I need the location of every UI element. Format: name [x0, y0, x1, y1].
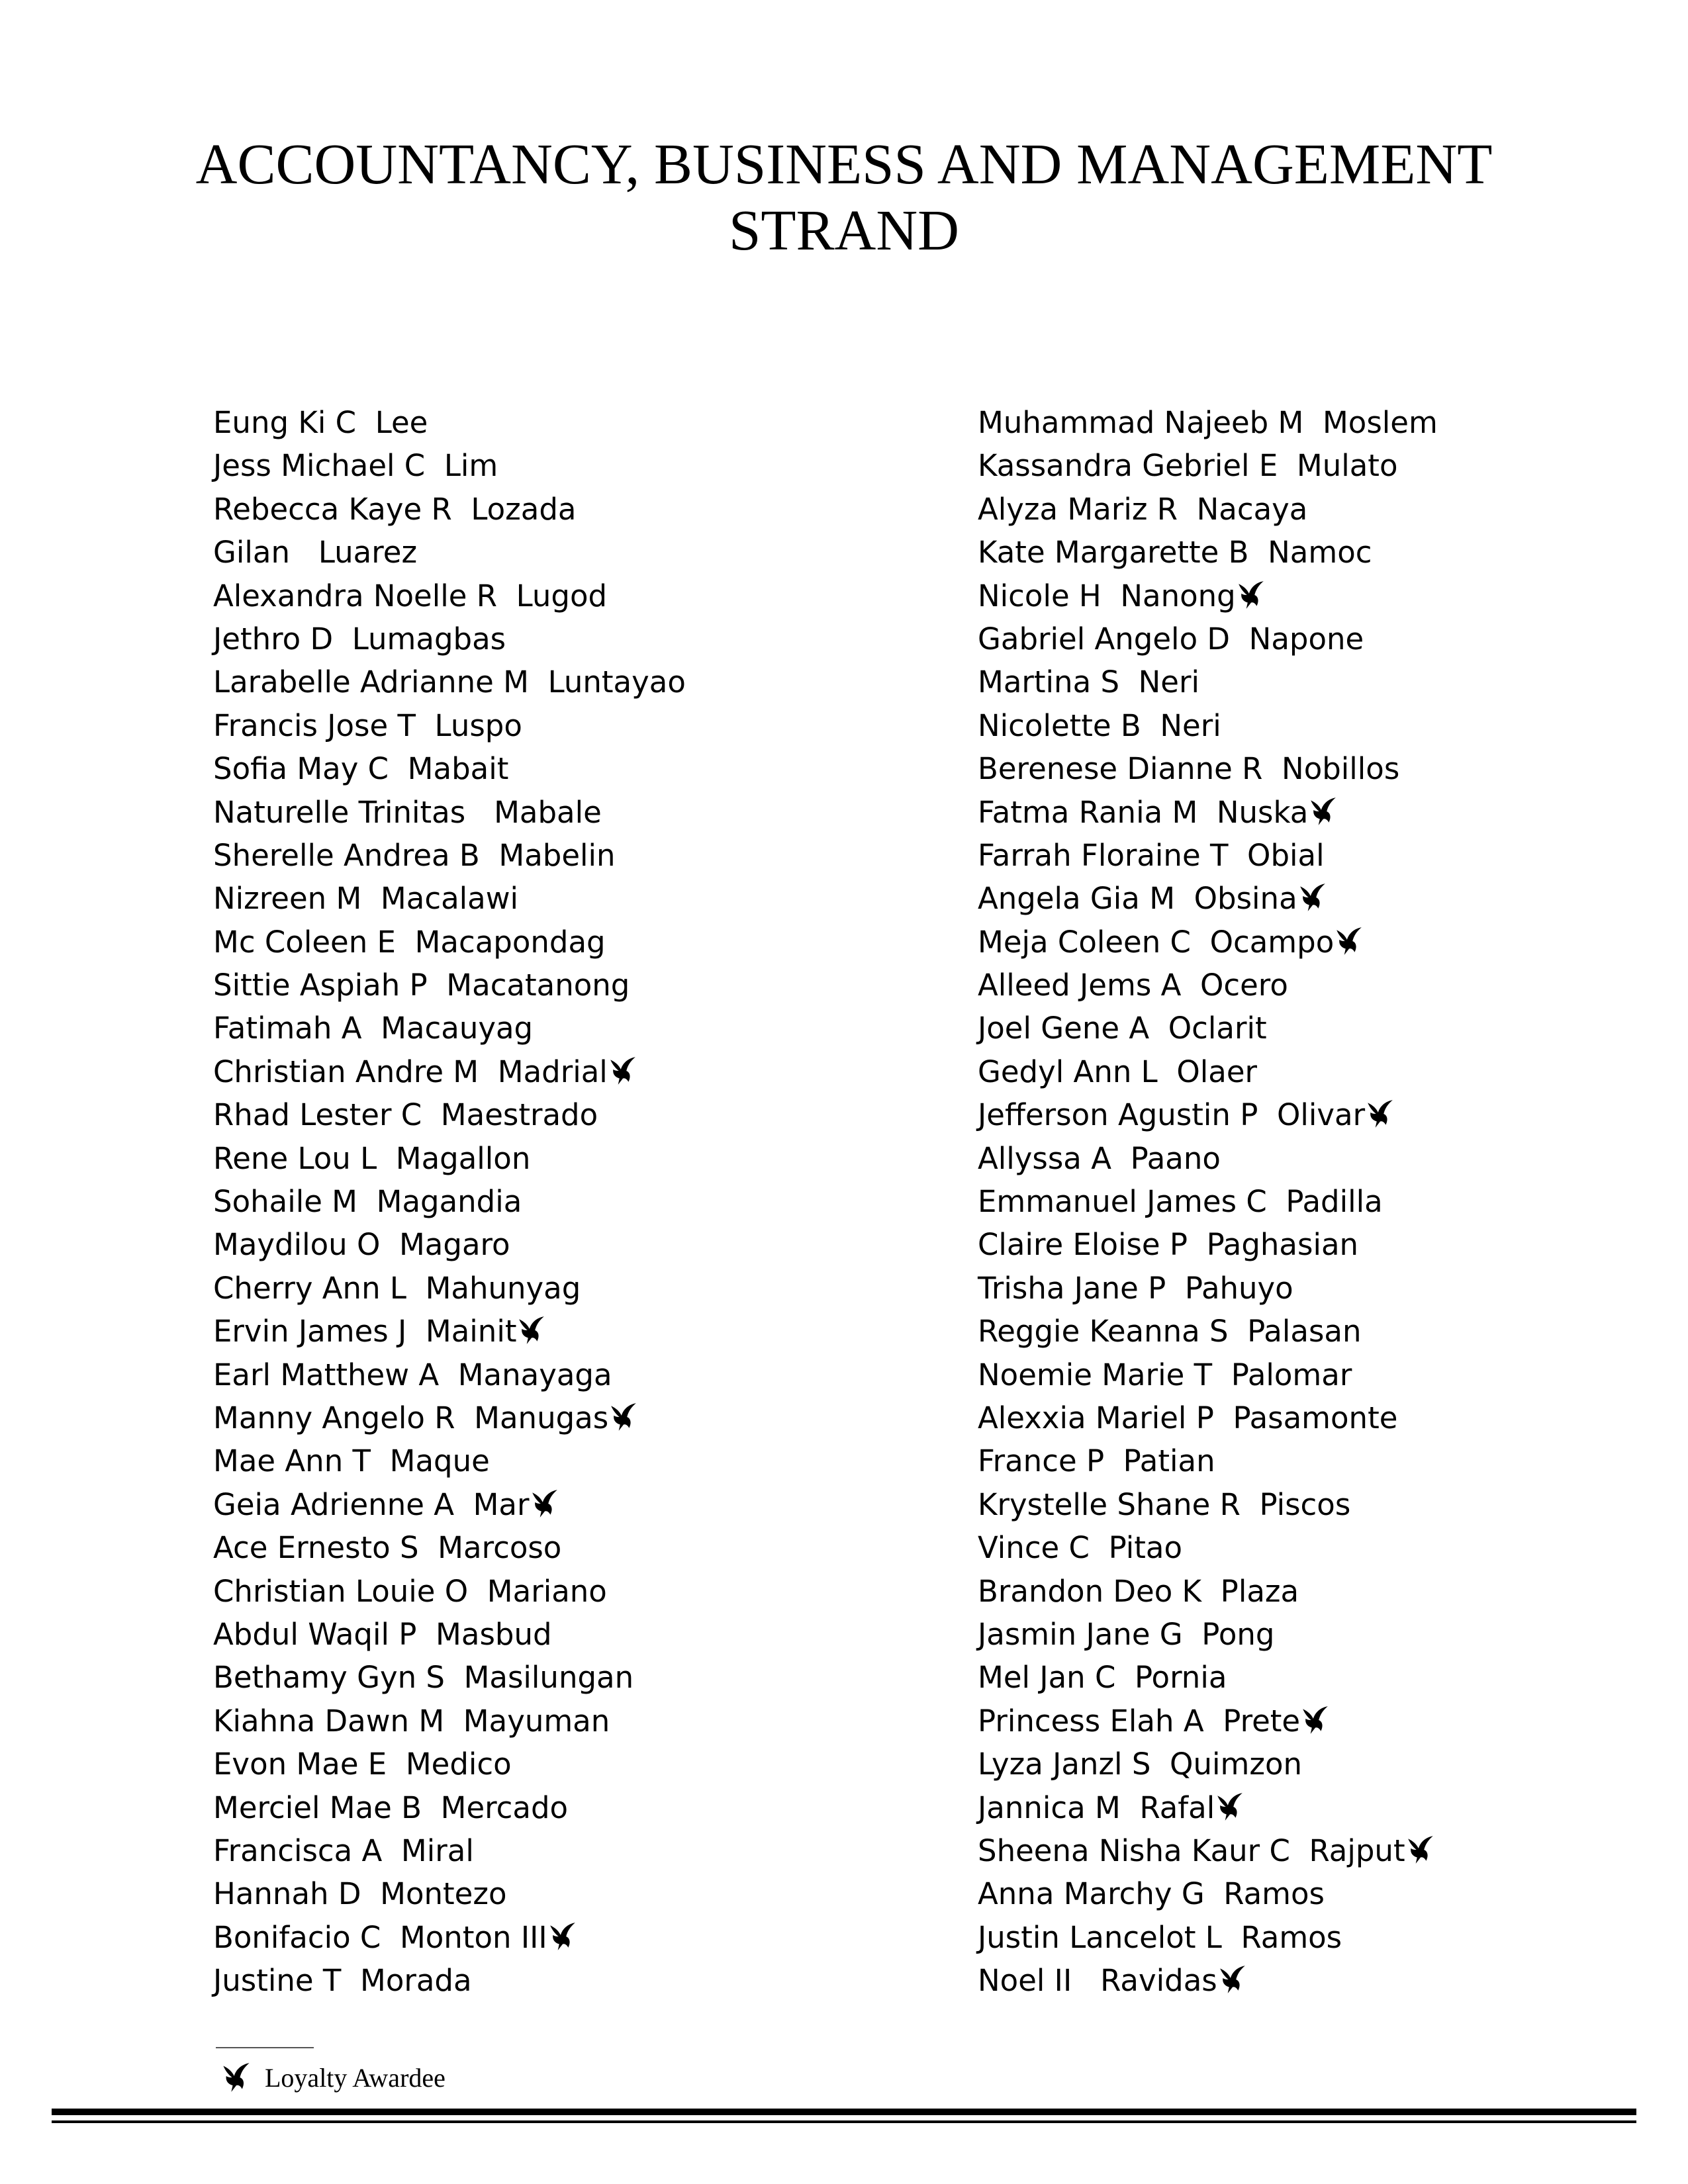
student-name: Noemie Marie T Palomar [978, 1357, 1352, 1392]
bird-icon [531, 1487, 559, 1518]
name-entry [213, 574, 686, 617]
name-entry [213, 1223, 686, 1266]
name-entry [978, 1613, 1438, 1656]
student-name: Abdul Waqil P Masbud [213, 1616, 552, 1652]
student-name: Eung Ki C Lee [213, 405, 428, 440]
student-name: Kate Margarette B Namoc [978, 535, 1372, 570]
student-name: Mae Ann T Maque [213, 1443, 490, 1479]
student-name: Jasmin Jane G Pong [978, 1616, 1275, 1652]
student-name: Alexxia Mariel P Pasamonte [978, 1400, 1398, 1435]
name-list-left [213, 401, 686, 2002]
name-entry [213, 1396, 686, 1439]
student-name: Fatimah A Macauyag [213, 1011, 534, 1046]
bird-icon [1366, 1097, 1394, 1128]
bird-icon [1335, 925, 1363, 955]
student-name: Allyssa A Paano [978, 1140, 1221, 1176]
student-name: Muhammad Najeeb M Moslem [978, 405, 1438, 440]
name-entry [978, 1872, 1438, 1915]
student-name: Berenese Dianne R Nobillos [978, 751, 1400, 787]
student-name: Farrah Floraine T Obial [978, 837, 1325, 873]
bottom-rule-thin [52, 2120, 1636, 2123]
name-entry [978, 444, 1438, 487]
name-entry [213, 791, 686, 834]
name-entry [978, 1267, 1438, 1310]
student-name: Manny Angelo R Manugas [213, 1400, 609, 1435]
name-entry [213, 1007, 686, 1050]
name-entry [978, 1223, 1438, 1266]
student-name: Alyza Mariz R Nacaya [978, 491, 1308, 527]
student-name: Sohaile M Magandia [213, 1184, 522, 1220]
name-entry [213, 834, 686, 877]
student-name: Larabelle Adrianne M Luntayao [213, 664, 686, 700]
name-entry [978, 1310, 1438, 1353]
student-name: Hannah D Montezo [213, 1876, 507, 1912]
name-entry [978, 531, 1438, 574]
student-name: Maydilou O Magaro [213, 1227, 510, 1263]
name-entry [978, 1050, 1438, 1093]
name-entry [213, 1700, 686, 1743]
student-name: Sofia May C Mabait [213, 751, 509, 787]
student-name: Nicole H Nanong [978, 578, 1236, 614]
name-entry [978, 1959, 1438, 2002]
name-entry [213, 921, 686, 964]
name-entry [978, 1786, 1438, 1829]
name-entry [213, 1526, 686, 1569]
student-name: Mc Coleen E Macapondag [213, 924, 606, 960]
bird-icon [1219, 1963, 1246, 1993]
student-name: Anna Marchy G Ramos [978, 1876, 1325, 1912]
student-name: Gabriel Angelo D Napone [978, 621, 1364, 657]
name-entry [978, 791, 1438, 834]
student-name: Evon Mae E Medico [213, 1747, 512, 1782]
name-entry [213, 1570, 686, 1613]
student-name: Sheena Nisha Kaur C Rajput [978, 1833, 1405, 1868]
name-entry [213, 531, 686, 574]
name-entry [213, 1439, 686, 1482]
student-name: Vince C Pitao [978, 1530, 1182, 1566]
name-entry [978, 1483, 1438, 1526]
student-name: Ace Ernesto S Marcoso [213, 1530, 562, 1566]
name-entry [978, 1526, 1438, 1569]
bottom-rule-thick [52, 2109, 1636, 2115]
student-name: Sittie Aspiah P Macatanong [213, 968, 630, 1003]
name-entry [213, 1959, 686, 2002]
title-line-2: STRAND [728, 198, 960, 262]
name-entry [213, 444, 686, 487]
student-name: Justin Lancelot L Ramos [978, 1919, 1342, 1955]
name-entry [213, 1093, 686, 1136]
name-entry [978, 1439, 1438, 1482]
student-name: Meja Coleen C Ocampo [978, 924, 1335, 960]
student-name: Kiahna Dawn M Mayuman [213, 1703, 610, 1739]
student-name: Ervin James J Mainit [213, 1314, 517, 1349]
student-name: Rene Lou L Magallon [213, 1140, 531, 1176]
student-name: Rebecca Kaye R Lozada [213, 491, 577, 527]
student-name: Joel Gene A Oclarit [978, 1011, 1267, 1046]
student-name: Rhad Lester C Maestrado [213, 1097, 598, 1133]
student-name: Nicolette B Neri [978, 707, 1221, 743]
student-name: Claire Eloise P Paghasian [978, 1227, 1359, 1263]
name-entry [213, 1829, 686, 1872]
name-entry [978, 1396, 1438, 1439]
name-entry [978, 488, 1438, 531]
bird-icon [609, 1054, 637, 1085]
bird-icon [518, 1314, 545, 1344]
bird-icon [1237, 578, 1265, 609]
student-name: Martina S Neri [978, 664, 1199, 700]
name-entry [978, 1743, 1438, 1786]
name-entry [978, 704, 1438, 747]
student-name: Sherelle Andrea B Mabelin [213, 837, 616, 873]
student-name: Trisha Jane P Pahuyo [978, 1270, 1293, 1306]
title-line-1: ACCOUNTANCY, BUSINESS AND MANAGEMENT [195, 132, 1493, 196]
name-entry [213, 660, 686, 704]
name-entry [213, 1656, 686, 1699]
name-entry [213, 1180, 686, 1223]
name-entry [978, 574, 1438, 617]
student-name: Cherry Ann L Mahunyag [213, 1270, 581, 1306]
bird-icon [610, 1400, 637, 1431]
footnote-rule [216, 2047, 314, 2048]
student-name: Mel Jan C Pornia [978, 1660, 1227, 1696]
name-entry [978, 964, 1438, 1007]
name-entry [213, 1613, 686, 1656]
name-entry [213, 617, 686, 660]
student-name: Noel II Ravidas [978, 1963, 1217, 1999]
bird-icon [1216, 1790, 1244, 1821]
name-entry [213, 964, 686, 1007]
student-name: Princess Elah A Prete [978, 1703, 1301, 1739]
name-entry [978, 1916, 1438, 1959]
student-name: Naturelle Trinitas Mabale [213, 794, 602, 830]
name-list-right [978, 401, 1438, 2002]
name-entry [213, 747, 686, 790]
student-name: Merciel Mae B Mercado [213, 1790, 569, 1825]
name-entry [978, 401, 1438, 444]
bird-icon [1301, 1704, 1329, 1734]
name-entry [978, 1007, 1438, 1050]
bird-icon [1309, 795, 1337, 825]
student-name: Francis Jose T Luspo [213, 707, 522, 743]
bird-icon [221, 2062, 252, 2093]
name-entry [978, 921, 1438, 964]
bird-icon [549, 1920, 577, 1950]
name-entry [213, 1786, 686, 1829]
name-entry [978, 1570, 1438, 1613]
student-name: Justine T Morada [213, 1963, 472, 1999]
student-name: Geia Adrienne A Mar [213, 1486, 530, 1522]
name-entry [213, 704, 686, 747]
student-name: Christian Andre M Madrial [213, 1054, 608, 1089]
name-entry [213, 1483, 686, 1526]
name-entry [213, 1137, 686, 1180]
student-name: Bethamy Gyn S Masilungan [213, 1660, 634, 1696]
name-entry [978, 1093, 1438, 1136]
student-name: Angela Gia M Obsina [978, 881, 1297, 917]
name-entry [213, 401, 686, 444]
name-entry [978, 660, 1438, 704]
name-entry [213, 1050, 686, 1093]
student-name: Nizreen M Macalawi [213, 881, 519, 917]
student-name: Gilan Luarez [213, 535, 418, 570]
student-name: Alexandra Noelle R Lugod [213, 578, 608, 614]
bird-icon [1407, 1833, 1434, 1864]
name-entry [978, 1656, 1438, 1699]
name-entry [213, 1743, 686, 1786]
name-entry [978, 1353, 1438, 1396]
name-entry [213, 877, 686, 920]
student-name: Fatma Rania M Nuska [978, 794, 1309, 830]
student-name: Bonifacio C Monton III [213, 1919, 547, 1955]
name-entry [978, 1180, 1438, 1223]
student-name: Brandon Deo K Plaza [978, 1573, 1299, 1609]
student-name: Lyza Janzl S Quimzon [978, 1747, 1302, 1782]
name-entry [978, 877, 1438, 920]
student-name: Christian Louie O Mariano [213, 1573, 607, 1609]
student-name: Francisca A Miral [213, 1833, 474, 1868]
student-name: Krystelle Shane R Piscos [978, 1486, 1351, 1522]
student-name: Alleed Jems A Ocero [978, 968, 1288, 1003]
name-entry [213, 1916, 686, 1959]
student-name: Jefferson Agustin P Olivar [978, 1097, 1366, 1133]
name-entry [213, 1267, 686, 1310]
page-title [0, 131, 1688, 263]
name-entry [213, 488, 686, 531]
student-name: Gedyl Ann L Olaer [978, 1054, 1258, 1089]
student-name: Kassandra Gebriel E Mulato [978, 448, 1398, 484]
student-name: Emmanuel James C Padilla [978, 1184, 1383, 1220]
name-entry [213, 1353, 686, 1396]
name-entry [978, 1700, 1438, 1743]
name-entry [978, 1137, 1438, 1180]
bird-icon [1299, 881, 1327, 911]
name-entry [978, 747, 1438, 790]
name-entry [978, 834, 1438, 877]
student-name: Jannica M Rafal [978, 1790, 1215, 1825]
student-name: Jess Michael C Lim [213, 448, 498, 484]
legend-label: Loyalty Awardee [265, 2063, 445, 2093]
name-entry [213, 1310, 686, 1353]
legend [221, 2060, 445, 2097]
name-entry [978, 617, 1438, 660]
student-name: Earl Matthew A Manayaga [213, 1357, 612, 1392]
name-entry [978, 1829, 1438, 1872]
student-name: Jethro D Lumagbas [213, 621, 506, 657]
name-entry [213, 1872, 686, 1915]
student-name: Reggie Keanna S Palasan [978, 1314, 1362, 1349]
student-name: France P Patian [978, 1443, 1215, 1479]
